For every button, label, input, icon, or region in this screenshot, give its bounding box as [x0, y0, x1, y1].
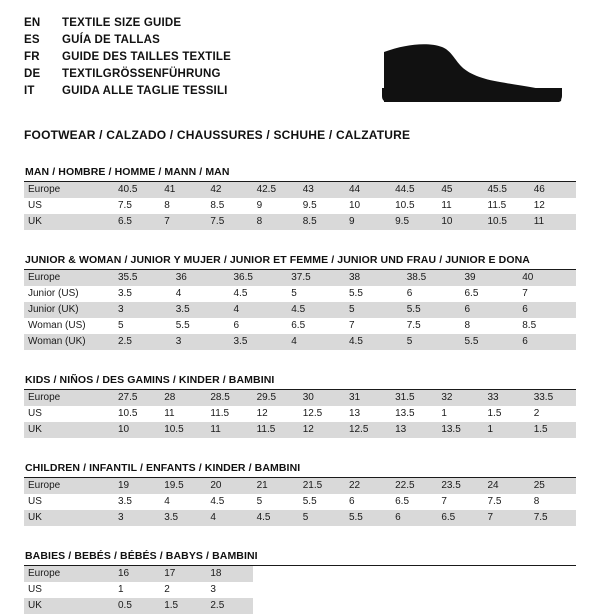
- cell: 21.5: [299, 478, 345, 494]
- cell: 44.5: [391, 182, 437, 198]
- cell: 20: [206, 478, 252, 494]
- cell: 44: [345, 182, 391, 198]
- row-label: Woman (US): [28, 320, 86, 331]
- cell: 0.5: [114, 598, 160, 614]
- cell: 36: [172, 270, 230, 286]
- cell: 7: [160, 214, 206, 230]
- cell: 4.5: [233, 288, 248, 299]
- cell: 12: [299, 422, 345, 438]
- cell: 45.5: [484, 182, 530, 198]
- cell: 30: [299, 390, 345, 406]
- cell: 8: [533, 496, 540, 507]
- cell: 2.5: [114, 334, 172, 350]
- cell: 19.5: [160, 478, 206, 494]
- cell: 43: [299, 182, 345, 198]
- cell: 9: [345, 214, 391, 230]
- cell: 4: [175, 288, 182, 299]
- cell: 10: [348, 200, 361, 211]
- cell: 3.5: [230, 334, 288, 350]
- cell: 7.5: [206, 214, 252, 230]
- cell: 6.5: [114, 214, 160, 230]
- size-group-man: [24, 166, 576, 230]
- cell: 1.5: [530, 422, 576, 438]
- language-list-body: [24, 16, 231, 101]
- size-group-kids: [24, 374, 576, 438]
- language-code: FR: [24, 51, 40, 63]
- table-row: [24, 198, 576, 214]
- cell: 5.5: [175, 320, 190, 331]
- cell-empty: [437, 598, 483, 614]
- size-table: [24, 182, 576, 230]
- size-group-children: [24, 462, 576, 526]
- row-label: Europe: [24, 182, 114, 198]
- cell: 8.5: [210, 200, 225, 211]
- group-title: MAN / HOMBRE / HOMME / MANN / MAN: [25, 166, 230, 178]
- table-row: [24, 566, 576, 582]
- cell: 5: [299, 510, 345, 526]
- cell: 3.5: [118, 496, 132, 507]
- cell: 1.5: [487, 408, 502, 419]
- cell: 5.5: [302, 496, 317, 507]
- language-text: TEXTILGRÖSSENFÜHRUNG: [62, 68, 221, 80]
- cell: 7: [441, 496, 447, 507]
- cell-empty: [484, 598, 530, 614]
- cell: 3: [114, 302, 172, 318]
- cell: 6.5: [291, 320, 306, 331]
- row-label: US: [28, 584, 42, 595]
- cell: 31: [345, 390, 391, 406]
- cell: 33: [484, 390, 530, 406]
- cell: 11.5: [253, 422, 299, 438]
- row-label: Europe: [24, 478, 114, 494]
- table-row: [24, 494, 576, 510]
- cell: 12.5: [302, 408, 323, 419]
- language-row: [24, 50, 231, 67]
- language-list: [24, 16, 231, 101]
- cell: 7.5: [530, 510, 576, 526]
- table-row: [24, 478, 576, 494]
- cell: 1: [484, 422, 530, 438]
- cell: 5: [345, 302, 403, 318]
- table-row: [24, 286, 576, 302]
- cell: 7: [349, 320, 355, 331]
- cell: 31.5: [391, 390, 437, 406]
- table-row: [24, 598, 576, 614]
- row-label: UK: [24, 510, 114, 526]
- language-text: TEXTILE SIZE GUIDE: [62, 17, 182, 29]
- language-row: [24, 67, 231, 84]
- language-row: [24, 33, 231, 50]
- cell: 5.5: [349, 288, 363, 299]
- cell: 2.5: [206, 598, 252, 614]
- group-title: KIDS / NIÑOS / DES GAMINS / KINDER / BAMBINI: [25, 374, 275, 386]
- cell: 3: [114, 510, 160, 526]
- cell: 9.5: [391, 214, 437, 230]
- cell: 10: [114, 422, 160, 438]
- table-row: [24, 422, 576, 438]
- row-label: US: [28, 200, 42, 211]
- cell: 7.5: [406, 320, 421, 331]
- cell-empty: [530, 566, 576, 582]
- cell: 42.5: [253, 182, 299, 198]
- cell: 3: [172, 334, 230, 350]
- cell: 6: [348, 496, 355, 507]
- cell: 9.5: [302, 200, 317, 211]
- cell-empty: [530, 598, 576, 614]
- cell: 3.5: [160, 510, 206, 526]
- cell: 33.5: [530, 390, 576, 406]
- dress-shoe-icon: [376, 38, 566, 108]
- cell: 10.5: [484, 214, 530, 230]
- row-label: Junior (UK): [24, 302, 114, 318]
- cell: 37.5: [287, 270, 345, 286]
- table-row: [24, 182, 576, 198]
- language-text: GUÍA DE TALLAS: [62, 34, 160, 46]
- cell: 12.5: [345, 422, 391, 438]
- cell: 8.5: [299, 214, 345, 230]
- cell: 40.5: [114, 182, 160, 198]
- row-label: Europe: [24, 390, 114, 406]
- cell: 8.5: [522, 320, 537, 331]
- cell: 6: [518, 334, 576, 350]
- cell: 19: [114, 478, 160, 494]
- size-table: [24, 566, 576, 614]
- cell: 41: [160, 182, 206, 198]
- group-title: BABIES / BEBÉS / BÉBÉS / BABYS / BAMBINI: [25, 550, 258, 562]
- cell: 5: [256, 496, 263, 507]
- cell-empty: [253, 582, 299, 598]
- cell: 10.5: [118, 408, 138, 419]
- cell: 35.5: [114, 270, 172, 286]
- cell: 4.5: [345, 334, 403, 350]
- cell: 38: [345, 270, 403, 286]
- cell: 13: [391, 422, 437, 438]
- size-table: [24, 390, 576, 438]
- table-row: [24, 302, 576, 318]
- cell: 2: [164, 584, 170, 595]
- cell: 11: [441, 200, 452, 211]
- language-code: DE: [24, 68, 41, 80]
- cell: 45: [437, 182, 483, 198]
- cell: 3: [210, 584, 216, 595]
- cell: 36.5: [230, 270, 288, 286]
- cell-empty: [391, 582, 437, 598]
- cell: 6.5: [395, 496, 410, 507]
- cell-empty: [484, 566, 530, 582]
- cell: 32: [437, 390, 483, 406]
- cell-empty: [391, 566, 437, 582]
- cell: 4.5: [253, 510, 299, 526]
- cell: 12: [256, 408, 268, 419]
- cell-empty: [484, 582, 530, 598]
- language-code: ES: [24, 34, 40, 46]
- language-code: EN: [24, 17, 41, 29]
- cell: 1.5: [160, 598, 206, 614]
- cell-empty: [345, 582, 391, 598]
- cell: 4.5: [287, 302, 345, 318]
- cell: 3.5: [118, 288, 132, 299]
- cell: 1: [118, 584, 124, 595]
- row-label: UK: [24, 598, 114, 614]
- cell: 9: [256, 200, 263, 211]
- page-header: [24, 16, 576, 116]
- row-label: US: [28, 408, 42, 419]
- cell: 18: [206, 566, 252, 582]
- cell: 6: [518, 302, 576, 318]
- cell: 8: [464, 320, 471, 331]
- cell-empty: [299, 582, 345, 598]
- cell: 28.5: [206, 390, 252, 406]
- cell: 7.5: [487, 496, 502, 507]
- cell: 7.5: [118, 200, 132, 211]
- table-row: [24, 270, 576, 286]
- cell-empty: [345, 566, 391, 582]
- cell: 6: [233, 320, 240, 331]
- size-group-junior-woman: [24, 254, 576, 350]
- cell: 4: [206, 510, 252, 526]
- category-title: FOOTWEAR / CALZADO / CHAUSSURES / SCHUHE / CALZATURE: [24, 128, 411, 142]
- cell-empty: [345, 598, 391, 614]
- cell: 2: [533, 408, 540, 419]
- group-title: JUNIOR & WOMAN / JUNIOR Y MUJER / JUNIOR ET FEMME / JUNIOR UND FRAU / JUNIOR E DONA: [25, 254, 530, 266]
- row-label: Europe: [24, 566, 114, 582]
- table-row: [24, 582, 576, 598]
- cell-empty: [437, 566, 483, 582]
- cell: 4: [164, 496, 170, 507]
- row-label: Woman (UK): [24, 334, 114, 350]
- cell: 13.5: [437, 422, 483, 438]
- cell: 22.5: [391, 478, 437, 494]
- cell: 23.5: [437, 478, 483, 494]
- language-text: GUIDE DES TAILLES TEXTILE: [62, 51, 231, 63]
- cell: 11: [530, 214, 576, 230]
- cell: 22: [345, 478, 391, 494]
- cell-empty: [530, 582, 576, 598]
- cell: 4: [287, 334, 345, 350]
- cell: 6.5: [437, 510, 483, 526]
- cell: 6: [391, 510, 437, 526]
- size-group-babies: [24, 550, 576, 614]
- language-row: [24, 16, 231, 33]
- language-row: [24, 84, 231, 101]
- cell: 6: [461, 302, 519, 318]
- cell: 7: [484, 510, 530, 526]
- cell: 8: [164, 200, 170, 211]
- cell: 7: [522, 288, 528, 299]
- cell-empty: [253, 598, 299, 614]
- row-label: Europe: [24, 270, 114, 286]
- cell: 38.5: [403, 270, 461, 286]
- cell: 4: [230, 302, 288, 318]
- cell: 10.5: [160, 422, 206, 438]
- cell: 5.5: [461, 334, 519, 350]
- cell: 10: [437, 214, 483, 230]
- cell: 11: [206, 422, 252, 438]
- cell: 42: [206, 182, 252, 198]
- cell: 39: [461, 270, 519, 286]
- cell: 3.5: [172, 302, 230, 318]
- cell-empty: [299, 598, 345, 614]
- group-title: CHILDREN / INFANTIL / ENFANTS / KINDER / BAMBINI: [25, 462, 301, 474]
- cell: 13.5: [395, 408, 415, 419]
- cell: 1: [441, 408, 447, 419]
- cell: 11.5: [487, 200, 507, 211]
- cell: 11: [164, 408, 175, 419]
- cell: 6: [406, 288, 413, 299]
- cell-empty: [299, 566, 345, 582]
- table-row: [24, 214, 576, 230]
- language-text: GUIDA ALLE TAGLIE TESSILI: [62, 85, 228, 97]
- cell: 21: [253, 478, 299, 494]
- cell: 5: [403, 334, 461, 350]
- cell: 17: [160, 566, 206, 582]
- cell: 12: [533, 200, 545, 211]
- cell: 25: [530, 478, 576, 494]
- size-table: [24, 478, 576, 526]
- cell: 8: [253, 214, 299, 230]
- cell: 4.5: [210, 496, 225, 507]
- table-row: [24, 406, 576, 422]
- table-row: [24, 390, 576, 406]
- cell: 28: [160, 390, 206, 406]
- cell: 6.5: [464, 288, 479, 299]
- row-label: UK: [24, 422, 114, 438]
- cell: 11.5: [210, 408, 230, 419]
- table-row: [24, 318, 576, 334]
- cell: 10.5: [395, 200, 415, 211]
- cell: 5: [291, 288, 297, 299]
- cell: 40: [518, 270, 576, 286]
- table-row: [24, 334, 576, 350]
- cell: 46: [530, 182, 576, 198]
- cell-empty: [391, 598, 437, 614]
- size-table: [24, 270, 576, 350]
- cell: 29.5: [253, 390, 299, 406]
- cell: 24: [484, 478, 530, 494]
- cell: 5.5: [345, 510, 391, 526]
- cell: 5.5: [403, 302, 461, 318]
- table-row: [24, 510, 576, 526]
- language-code: IT: [24, 85, 35, 97]
- cell: 16: [114, 566, 160, 582]
- cell: 13: [348, 408, 361, 419]
- row-label: UK: [24, 214, 114, 230]
- cell-empty: [437, 582, 483, 598]
- row-label: Junior (US): [28, 288, 79, 299]
- cell: 27.5: [114, 390, 160, 406]
- row-label: US: [28, 496, 42, 507]
- cell-empty: [253, 566, 299, 582]
- cell: 5: [118, 320, 124, 331]
